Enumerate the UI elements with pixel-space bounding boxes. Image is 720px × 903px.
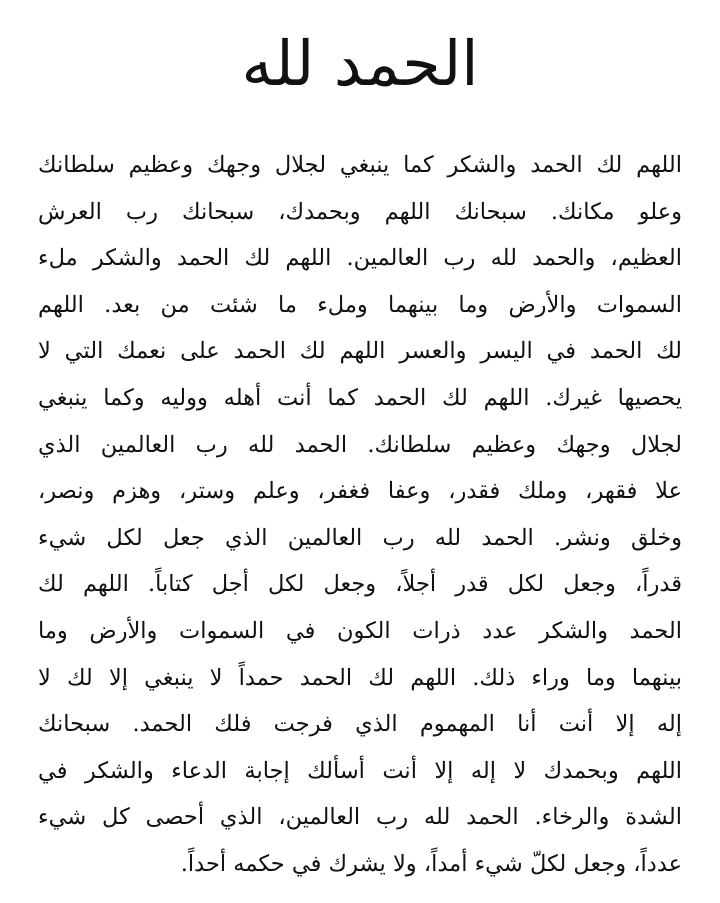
text-line-7: لجلال وجهك وعظيم سلطانك. الحمد لله رب العالمين الذي bbox=[38, 431, 682, 458]
text-line-13: إله إلا أنت أنا المهموم الذي فرجت فلك الحمد. سبحانك bbox=[38, 711, 682, 738]
text-line-11: الحمد والشكر عدد ذرات الكون في السموات والأرض وما bbox=[38, 617, 682, 644]
text-line-6: يحصيها غيرك. اللهم لك الحمد كما أنت أهله ووليه وكما ينبغي bbox=[38, 384, 682, 411]
text-line-5: لك الحمد في اليسر والعسر اللهم لك الحمد على نعمك التي لا bbox=[38, 338, 682, 365]
text-line-1: اللهم لك الحمد والشكر كما ينبغي لجلال وجهك وعظيم سلطانك bbox=[38, 152, 682, 178]
text-line-14: اللهم وبحمدك لا إله إلا أنت أسألك إجابة الدعاء والشكر في bbox=[38, 757, 682, 784]
text-line-9: وخلق ونشر. الحمد لله رب العالمين الذي جعل لكل شيء bbox=[38, 524, 682, 551]
supplication-text bbox=[24, 98, 696, 888]
text-line-8: علا فقهر، وملك فقدر، وعفا فغفر، وعلم وستر، وهزم ونصر، bbox=[38, 478, 682, 505]
text-line-12: بينهما وما وراء ذلك. اللهم لك الحمد حمداً لا ينبغي إلا لك لا bbox=[38, 664, 682, 691]
text-line-3: العظيم، والحمد لله رب العالمين. اللهم لك الحمد والشكر ملء bbox=[38, 245, 682, 272]
text-line-2: وعلو مكانك. سبحانك اللهم وبحمدك، سبحانك رب العرش bbox=[38, 198, 682, 225]
text-line-10: قدراً، وجعل لكل قدر أجلاً، وجعل لكل أجل كتاباً. اللهم لك bbox=[38, 571, 682, 598]
text-line-15: الشدة والرخاء. الحمد لله رب العالمين، الذي أحصى كل شيء bbox=[38, 804, 682, 831]
text-line-4: السموات والأرض وما بينهما وملء ما شئت من بعد. اللهم bbox=[38, 291, 682, 318]
page-title: الحمد لله bbox=[241, 27, 479, 100]
text-line-16: عدداً، وجعل لكلّ شيء أمداً، ولا يشرك في حكمه أحداً. bbox=[180, 850, 682, 877]
